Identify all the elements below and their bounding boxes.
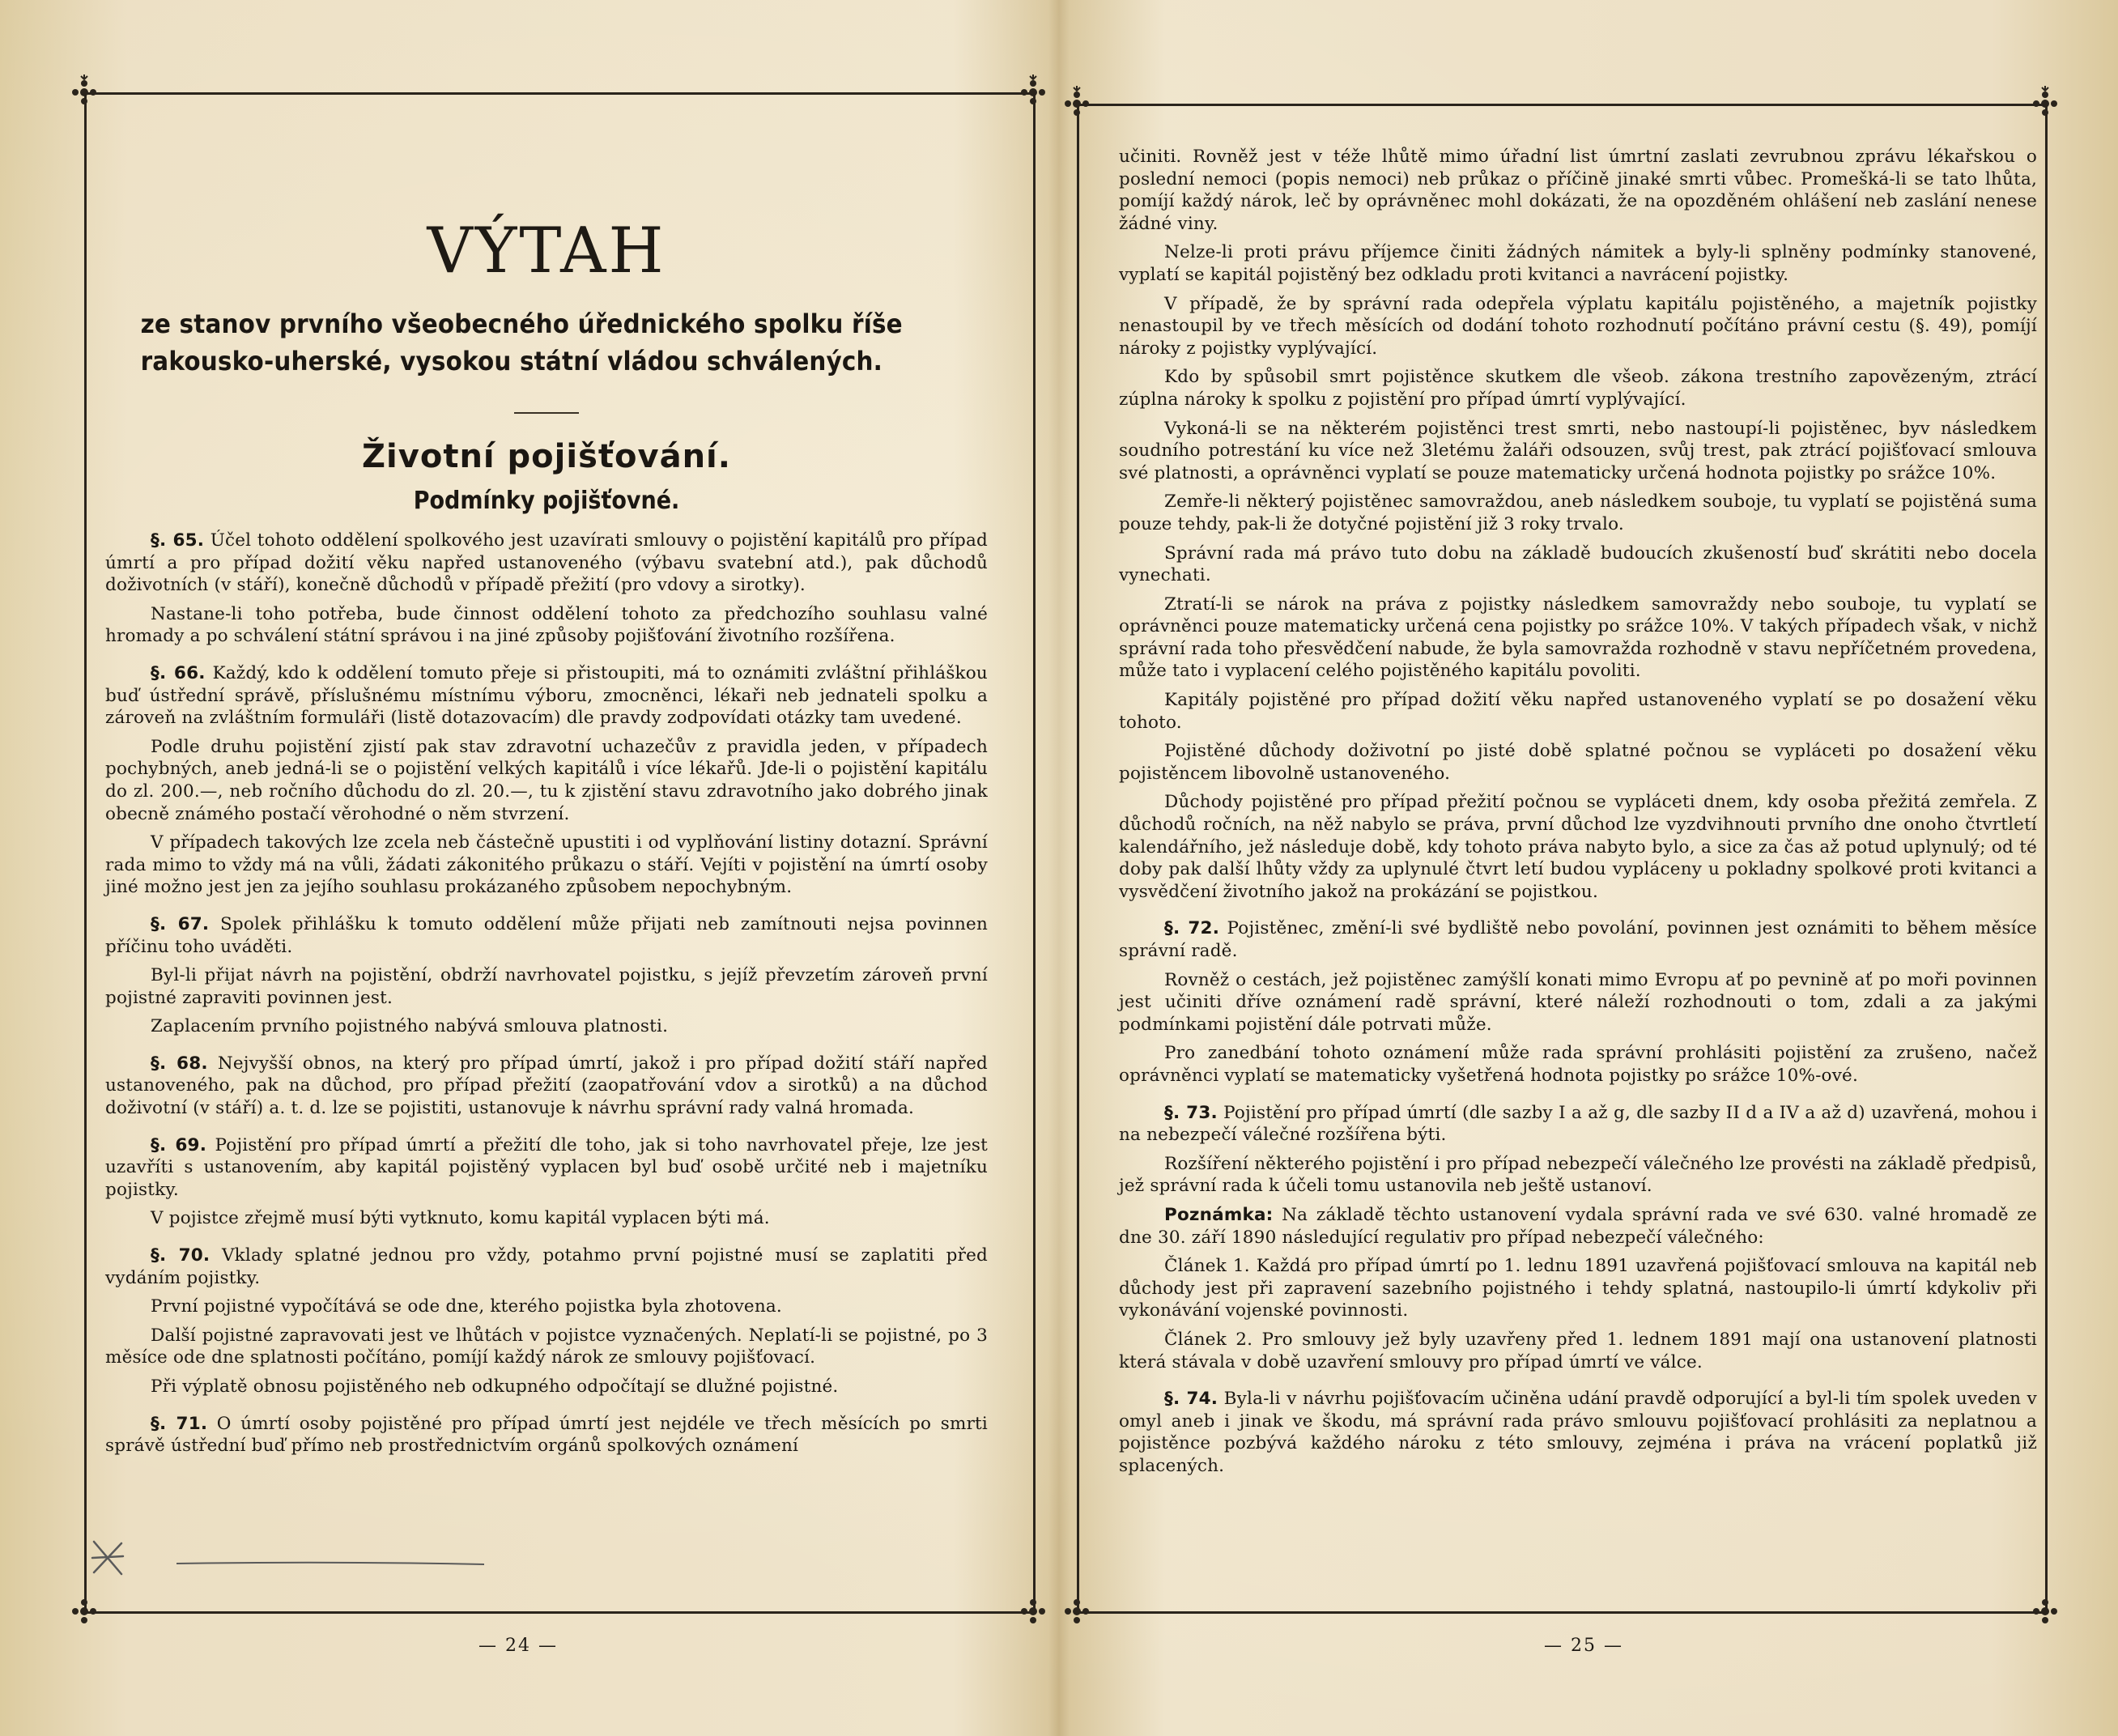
fleuron-icon xyxy=(1059,86,1095,121)
body-paragraph xyxy=(105,603,988,648)
right-page-border-top xyxy=(1077,104,2045,106)
paragraph-text: Na základě těchto ustanovení vydala správní rada ve své 630. valné hromadě ze dne 30. září 1890 následující regulativ pro případ nebezpečí válečného: xyxy=(1119,1204,2037,1248)
paragraph-number: §. 72. xyxy=(1164,918,1220,939)
paragraph-number: §. 66. xyxy=(151,662,206,683)
paragraph-text: Správní rada má právo tuto dobu na základě budoucích zkušeností buď skrátiti nebo docela vynechati. xyxy=(1119,542,2037,586)
pencil-asterisk-icon xyxy=(89,1537,126,1579)
paragraph-number: §. 67. xyxy=(151,913,210,934)
paragraph-text: Nelze-li proti právu příjemce činiti žádných námitek a byly-li splněny podmínky stanovené, vyplatí se kapitál pojistěný bez odkladu proti kvitanci a navrácení pojistky. xyxy=(1119,242,2037,285)
body-paragraph xyxy=(1119,969,2037,1036)
paragraph-text: Byla-li v návrhu pojišťovacím učiněna udání pravdě odporující a byl-li tím spolek uveden v omyl aneb i jinak ve škodu, má správní rada právo smlouvu pojišťovací prohlásiti za neplatnou a pojistěnce pozbývá každého nároku z této smlouvy, zejména i práva na vrácení poplatků již splacených. xyxy=(1119,1389,2037,1476)
left-page-content xyxy=(105,215,988,1464)
paragraph-text: Spolek přihlášku k tomuto oddělení může přijati neb zamítnouti nejsa povinnen příčinu toho uváděti. xyxy=(105,913,988,957)
left-paragraph-list xyxy=(105,530,988,1457)
section-paragraph xyxy=(1119,1204,2037,1249)
body-paragraph xyxy=(1119,241,2037,286)
paragraph-text: O úmrtí osoby pojistěné pro případ úmrtí jest nejdéle ve třech měsících po smrti správě ústřední buď přímo neb prostřednictvím orgánů spolkových oznámení xyxy=(105,1413,988,1457)
body-paragraph xyxy=(105,1376,988,1398)
body-paragraph xyxy=(1119,1042,2037,1087)
document-subtitle-line-2: rakousko-uherské, vysokou státní vládou schválených. xyxy=(140,346,883,377)
fleuron-icon xyxy=(1059,1593,1095,1629)
right-page-border-right xyxy=(2045,104,2048,1611)
section-paragraph xyxy=(105,913,988,958)
paragraph-text: Článek 2. Pro smlouvy jež byly uzavřeny před 1. lednem 1891 mají ona ustanovení platnosti která stávala v době uzavření smlouvy pro případ úmrtí ve válce. xyxy=(1119,1329,2037,1372)
paragraph-text: Pojistění pro případ úmrtí a přežití dle toho, jak si toho navrhovatel přeje, lze jest uzavříti s ustanovením, aby kapitál pojistěný vyplacen byl buď osobě určité neb i majetníku pojistky. xyxy=(105,1134,988,1200)
body-paragraph xyxy=(1119,1153,2037,1198)
note-label: Poznámka: xyxy=(1164,1204,1274,1225)
body-paragraph xyxy=(1119,542,2037,587)
paragraph-text: V případě, že by správní rada odepřela výplatu kapitálu pojistěného, a majetník pojistky nenastoupil by ve třech měsících od dodání tohoto rozhodnutí počítáno právní cestu (§. 49), pomíjí nároky z pojistky vyplývající. xyxy=(1119,293,2037,359)
left-page-border-top xyxy=(84,92,1033,95)
paragraph-text: Každý, kdo k oddělení tomuto přeje si přistoupiti, má to oznámiti zvláštní přihláškou buď ústřední správě, příslušnému místnímu výboru, zmocněnci, lékaři neb jednateli spolku a zároveň na zvláštním formuláři (listě dotazovacím) dle pravdy zodpovídati otázky tam uvedené. xyxy=(105,662,988,729)
body-paragraph xyxy=(105,1207,988,1230)
paragraph-text: Vykoná-li se na některém pojistěnci trest smrti, nebo nastoupí-li pojistěnec, byv následkem soudního potrestání ku více než 3letému žaláři odsouzen, svůj trest, pak ztrácí pojišťovací smlouva své platnosti, a oprávněnci vyplatí se pouze matematicky určená hodnota pojistky po srážce 10%. xyxy=(1119,418,2037,483)
fleuron-icon xyxy=(1015,74,1051,110)
left-page xyxy=(0,0,1053,1736)
body-paragraph xyxy=(1119,740,2037,785)
paragraph-text: Pro zanedbání tohoto oznámení může rada správní prohlásiti pojistění za zrušeno, načež oprávněnci vyplatí se matematicky vyšetřená hodnota pojistky po srážce 10%-ové. xyxy=(1119,1043,2037,1086)
paragraph-text: Důchody pojistěné pro případ přežití počnou se vypláceti dnem, kdy osoba přežitá zemřela. Z důchodů ročních, na něž nabylo se práva, první důchod lze vyzdvihnouti prvního dne onoho čtvrtletí kalendářního, jež následuje době, kdy tohoto práva nabyto bylo, a sice za čas až potud uplynulý; od té doby pak další lhůty vždy za uplynulé čtvrt letí budou vypláceny u pokladny spolkové proti kvitanci a vysvědčení životního jakož na prokázání se pojistkou. xyxy=(1119,792,2037,902)
fleuron-icon xyxy=(2027,1593,2063,1629)
paragraph-number: §. 70. xyxy=(151,1245,211,1266)
paragraph-number: §. 69. xyxy=(151,1134,207,1155)
paragraph-text: V pojistce zřejmě musí býti vytknuto, komu kapitál vyplacen býti má. xyxy=(151,1208,770,1229)
section-title: Životní pojišťování. xyxy=(362,438,731,475)
body-paragraph xyxy=(105,1015,988,1038)
body-paragraph xyxy=(105,736,988,825)
fleuron-icon xyxy=(1015,1593,1051,1629)
body-paragraph xyxy=(105,1296,988,1318)
body-paragraph xyxy=(1119,791,2037,903)
paragraph-text: Vklady splatné jednou pro vždy, potahmo první pojistné musí se zaplatiti před vydáním pojistky. xyxy=(105,1245,988,1288)
paragraph-text: Článek 1. Každá pro případ úmrtí po 1. lednu 1891 uzavřená pojišťovací smlouva na kapitál neb důchody jest při zapravení sazebního pojistného i tehdy splatná, nastoupilo-li úmrtí kdykoliv při vykonávání vojenské povinnosti. xyxy=(1119,1256,2037,1321)
fleuron-icon xyxy=(66,1593,102,1629)
paragraph-number: §. 73. xyxy=(1164,1102,1218,1123)
paragraph-text: Pojistěné důchody doživotní po jisté době splatné počnou se vypláceti po dosažení věku pojistěncem libovolně ustanoveného. xyxy=(1119,741,2037,784)
paragraph-text: Kdo by spůsobil smrt pojistěnce skutkem dle všeob. zákona trestního zapovězeným, ztrácí zúplna nároky k spolku z pojistění pro případ úmrtí vyplývající. xyxy=(1119,367,2037,410)
paragraph-text: Pojistěnec, změní-li své bydliště nebo povolání, povinnen jest oznámiti to během měsíce správní radě. xyxy=(1119,918,2037,961)
paragraph-number: §. 68. xyxy=(151,1053,208,1074)
page-number: — 25 — xyxy=(1544,1636,1623,1656)
section-paragraph xyxy=(105,530,988,597)
body-paragraph xyxy=(1119,594,2037,683)
paragraph-text: Pojistění pro případ úmrtí (dle sazby I a až g, dle sazby II d a IV a až d) uzavřená, mohou i na nebezpečí válečné rozšířena býti. xyxy=(1119,1102,2037,1146)
body-paragraph xyxy=(1119,418,2037,485)
document-title: VÝTAH xyxy=(427,215,666,287)
body-paragraph xyxy=(1119,366,2037,411)
paragraph-text: V případech takových lze zcela neb částečně upustiti i od vyplňování listiny dotazní. Správní rada mimo to vždy má na vůli, žádati zákonitého průkazu o stáří. Vejíti v pojistění na úmrtí osoby jiné možno jest jen za jejího souhlasu prokázaného způsobem nepochybným. xyxy=(105,832,988,898)
body-paragraph xyxy=(105,832,988,899)
paragraph-number: §. 65. xyxy=(151,530,205,551)
paragraph-text: učiniti. Rovněž jest v téže lhůtě mimo úřadní list úmrtní zaslati zevrubnou zprávu lékařskou o poslední nemoci (popis nemoci) neb průkaz o příčině jinaké smrti vůbec. Promešká-li se tato lhůta, pomíjí každý nárok, leč by oprávněnec mohl dokázati, že na opozděném ohlášení neb zaslání nenese žádné viny. xyxy=(1119,147,2037,234)
paragraph-text: Rozšíření některého pojistění i pro případ nebezpečí válečného lze provésti na základě předpisů, jež správní rada k účeli tomu ustanovila neb ještě ustanoví. xyxy=(1119,1153,2037,1197)
left-page-border-right xyxy=(1033,92,1036,1611)
right-page-border-left xyxy=(1077,104,1079,1611)
section-paragraph xyxy=(105,1053,988,1120)
subsection-title: Podmínky pojišťovné. xyxy=(413,487,680,515)
paragraph-text: Zemře-li některý pojistěnec samovraždou, aneb následkem souboje, tu vyplatí se pojistěná suma pouze tehdy, pak-li že dotyčné pojistění již 3 roky trvalo. xyxy=(1119,491,2037,534)
body-paragraph xyxy=(1119,491,2037,535)
title-divider xyxy=(514,412,579,414)
right-page-border-bottom xyxy=(1077,1611,2045,1614)
paragraph-text: Ztratí-li se nárok na práva z pojistky následkem samovraždy nebo souboje, tu vyplatí se oprávněnci pouze matematicky určená cena pojistky po srážce 10%. V takých případech však, v nichž správní rada toho přesvědčení nabude, že byla samovražda rozhodně v stavu nepříčetném provedena, může tato i vyplacení celého pojistěného kapitálu povoliti. xyxy=(1119,594,2037,682)
paragraph-number: §. 71. xyxy=(151,1413,208,1434)
section-paragraph xyxy=(1119,1388,2037,1477)
document-subtitle-line-1: ze stanov prvního všeobecného úřednického spolku říše xyxy=(140,308,903,339)
body-paragraph xyxy=(1119,146,2037,235)
paragraph-text: První pojistné vypočítává se ode dne, kterého pojistka byla zhotovena. xyxy=(151,1296,782,1317)
right-paragraph-list xyxy=(1119,146,2037,1477)
body-paragraph xyxy=(1119,689,2037,734)
paragraph-text: Kapitály pojistěné pro případ dožití věku napřed ustanoveného vyplatí se po dosažení věku tohoto. xyxy=(1119,690,2037,733)
paragraph-text: Při výplatě obnosu pojistěného neb odkupného odpočítají se dlužné pojistné. xyxy=(151,1376,839,1397)
body-paragraph xyxy=(105,1325,988,1369)
pencil-underline xyxy=(176,1561,484,1566)
fleuron-icon xyxy=(66,74,102,110)
paragraph-text: Nastane-li toho potřeba, bude činnost oddělení tohoto za předchozího souhlasu valné hromady a po schválení státní správou i na jiné způsoby pojišťování životního rozšířena. xyxy=(105,603,988,647)
paragraph-text: Podle druhu pojistění zjistí pak stav zdravotní uchazečův z pravidla jeden, v případech pochybných, aneb jedná-li se o pojistění velkých kapitálů i více lékařů. Jde-li o pojistění kapitálu do zl. 200.—, neb ročního důchodu do zl. 20.—, tu k zjistění stavu zdravotního jako dobrého jinak obecně známého postačí věrohodné o něm stvrzení. xyxy=(105,736,988,824)
right-page-content xyxy=(1119,146,2037,1483)
left-page-border-left xyxy=(84,92,87,1611)
section-paragraph xyxy=(105,1245,988,1289)
section-paragraph xyxy=(105,1413,988,1457)
section-paragraph xyxy=(1119,1102,2037,1147)
fleuron-icon xyxy=(2027,86,2063,121)
right-page xyxy=(1065,0,2118,1736)
body-paragraph xyxy=(1119,1255,2037,1322)
body-paragraph xyxy=(1119,1329,2037,1373)
paragraph-number: §. 74. xyxy=(1164,1389,1218,1410)
body-paragraph xyxy=(1119,293,2037,360)
page-number: — 24 — xyxy=(478,1636,558,1656)
left-page-border-bottom xyxy=(84,1611,1033,1614)
section-paragraph xyxy=(105,1134,988,1202)
section-paragraph xyxy=(1119,917,2037,962)
paragraph-text: Byl-li přijat návrh na pojistění, obdrží navrhovatel pojistku, s jejíž převzetím zároveň první pojistné zapraviti povinnen jest. xyxy=(105,965,988,1008)
paragraph-text: Nejvyšší obnos, na který pro případ úmrtí, jakož i pro případ dožití stáří napřed ustanoveného, pak na důchod, pro případ přežití (zaopatřování vdov a sirotků) a na důchod doživotní (v stáří) a. t. d. lze se pojistiti, ustanovuje k návrhu správní rady valná hromada. xyxy=(105,1053,988,1119)
paragraph-text: Rovněž o cestách, jež pojistěnec zamýšlí konati mimo Evropu ať po pevnině ať po moři povinnen jest učiniti dříve oznámení radě správní, které náleží rozhodnouti o tom, zdali a za jakými podmínkami pojistění dále potrvati může. xyxy=(1119,969,2037,1035)
paragraph-text: Účel tohoto oddělení spolkového jest uzavírati smlouvy o pojistění kapitálů pro případ úmrtí a pro případ dožití věku napřed ustanoveného (výbavu svatební atd.), pak důchodů doživotních (v stáří), konečně důchodů v případě přežití (pro vdovy a sirotky). xyxy=(105,530,988,596)
paragraph-text: Další pojistné zapravovati jest ve lhůtách v pojistce vyznačených. Neplatí-li se pojistné, po 3 měsíce ode dne splatnosti počítáno, pomíjí každý nárok ze smlouvy pojišťovací. xyxy=(105,1325,988,1368)
section-paragraph xyxy=(105,662,988,730)
body-paragraph xyxy=(105,964,988,1009)
paragraph-text: Zaplacením prvního pojistného nabývá smlouva platnosti. xyxy=(151,1016,669,1037)
